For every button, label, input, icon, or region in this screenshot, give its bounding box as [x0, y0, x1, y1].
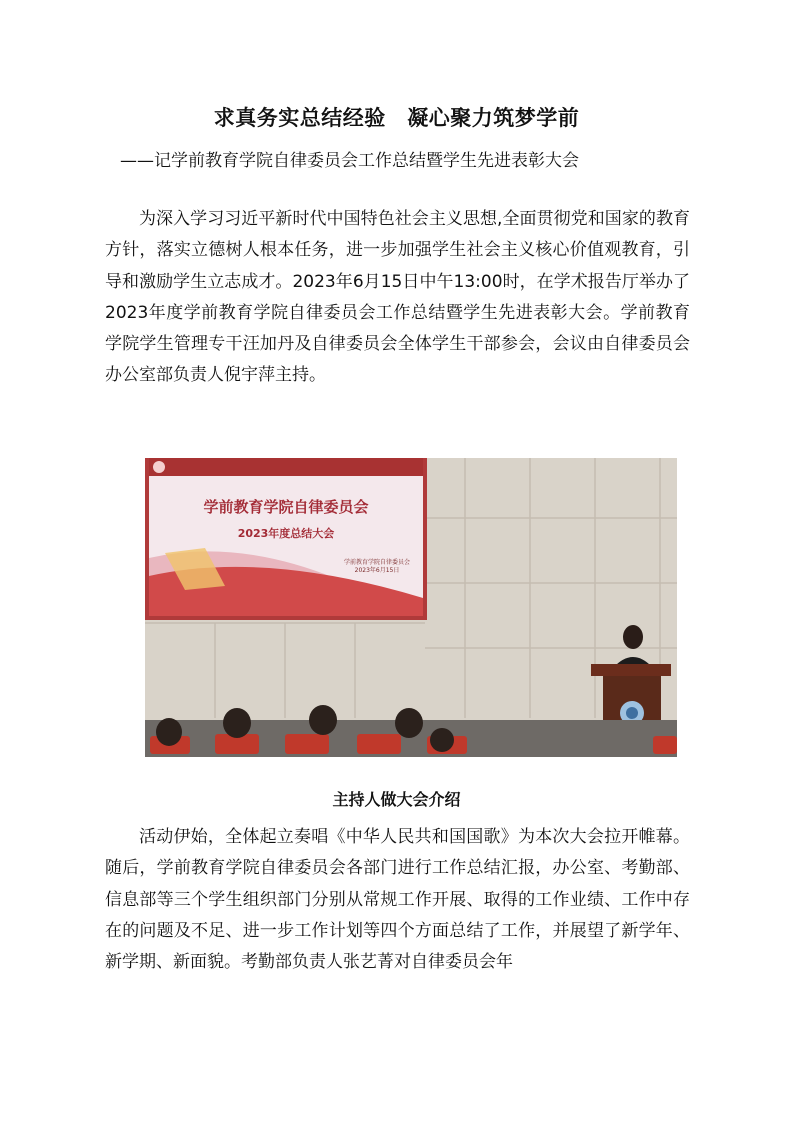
article-subtitle: ——记学前教育学院自律委员会工作总结暨学生先进表彰大会 — [120, 151, 579, 171]
screen-subtitle-text: 2023年度总结大会 — [237, 527, 335, 540]
screen-date-text: 2023年6月15日 — [354, 567, 400, 574]
photo-caption: 主持人做大会介绍 — [332, 790, 461, 809]
screen-org-text: 学前教育学院自律委员会 — [343, 559, 411, 566]
paragraph-intro: 为深入学习习近平新时代中国特色社会主义思想,全面贯彻党和国家的教育方针，落实立德树人根本任务，进一步加强学生社会主义核心价值观教育，引导和激励学生立志成才。2023年6月15日中午13:00时，在学术报告厅举办了2023年度学前教育学院自律委员会工作总结暨学生先进表彰大会。学前教育学院学生管理专干汪加丹及自律委员会全体学生干部参会，会议由自律委员会办公室部负责人倪宇萍主持。 — [105, 209, 690, 386]
event-photo — [145, 458, 677, 757]
event-photo-illustration — [145, 458, 677, 757]
paragraph-activity: 活动伊始，全体起立奏唱《中华人民共和国国歌》为本次大会拉开帷幕。随后，学前教育学院自律委员会各部门进行工作总结汇报，办公室、考勤部、信息部等三个学生组织部门分别从常规工作开展、取得的工作业绩、工作中存在的问题及不足、进一步工作计划等四个方面总结了工作，并展望了新学年、新学期、新面貌。考勤部负责人张艺菁对自律委员会年 — [105, 827, 690, 973]
article-title: 求真务实总结经验 凝心聚力筑梦学前 — [213, 106, 580, 130]
screen-title-text: 学前教育学院自律委员会 — [203, 498, 369, 516]
